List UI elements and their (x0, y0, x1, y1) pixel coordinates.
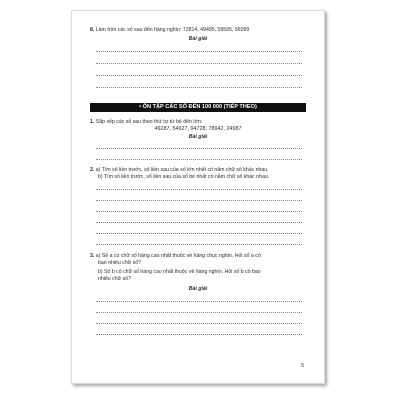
question-3-solution-label: Bài giải (188, 286, 208, 292)
section-title-banner: • ÔN TẬP CÁC SỐ ĐẾN 100 000 (TIẾP THEO) (90, 103, 306, 112)
question-3-part-a-line2: bao nhiêu chữ số? (98, 260, 141, 266)
question-8-solution-label: Bài giải (188, 36, 208, 42)
question-3-part-b-line1: b) Số b có chữ số hàng cao nhất thuộc về hàng nghìn. Hỏi số b có bao (98, 269, 261, 275)
answer-line (96, 51, 302, 52)
question-8 (90, 27, 249, 33)
worksheet-page (71, 10, 325, 384)
question-3 (90, 253, 261, 259)
question-2-part-a: a) Tìm số liền trước, số liền sau của số lớn nhất có năm chữ số khác nhau. (95, 167, 269, 173)
question-3-number: 3. (90, 253, 95, 259)
answer-line (96, 148, 302, 149)
question-1-numbers: 49287, 54927, 94728, 78942, 24987 (154, 126, 242, 132)
question-2-number: 2. (90, 167, 95, 173)
question-1-solution-label: Bài giải (188, 134, 208, 140)
question-1-text: Sắp xếp các số sau theo thứ tự từ bé đến lớn: (95, 119, 203, 125)
answer-line (96, 159, 302, 160)
answer-line (96, 312, 302, 313)
page-number: 5 (301, 363, 304, 369)
question-2 (90, 167, 269, 173)
answer-line (96, 244, 302, 245)
answer-line (96, 75, 302, 76)
answer-line (96, 189, 302, 190)
answer-line (96, 323, 302, 324)
question-1 (90, 119, 202, 125)
question-8-number: 8. (90, 27, 95, 33)
question-8-text: Làm tròn các số sau đến hàng nghìn: 72814, 49495, 59595, 56099 (95, 27, 250, 33)
answer-line (96, 222, 302, 223)
answer-line (96, 301, 302, 302)
question-3-part-a-line1: a) Số a có chữ số hàng cao nhất thuộc về hàng chục nghìn. Hỏi số a có (95, 253, 261, 259)
question-1-number: 1. (90, 119, 95, 125)
answer-line (96, 200, 302, 201)
answer-line (96, 87, 302, 88)
answer-line (96, 211, 302, 212)
answer-line (96, 233, 302, 234)
question-3-part-b-line2: nhiêu chữ số? (98, 276, 131, 282)
answer-line (96, 334, 302, 335)
answer-line (96, 63, 302, 64)
question-2-part-b: b) Tìm số liền trước, số liền sau của số bé nhất có năm chữ số khác nhau. (98, 174, 270, 180)
